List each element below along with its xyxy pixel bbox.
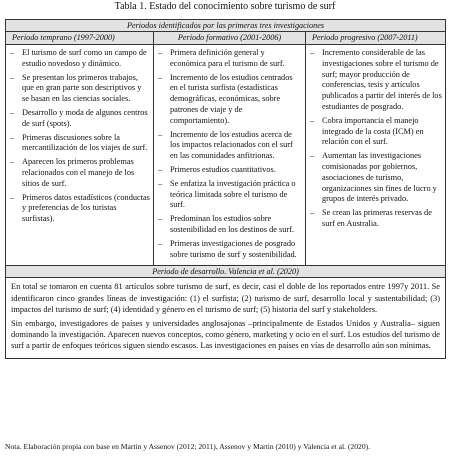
list-item: – Predominan los estudios sobre sostenibilidad en los destinos de surf. (158, 214, 294, 234)
list-item: – Primeras discusiones sobre la mercantilización de los viajes de surf. (10, 132, 148, 153)
period-column-early (6, 45, 154, 266)
table-note: Nota. Elaboración propia con base en Martin y Assenov (2012; 2011), Assenov y Martin (2010) y Valencia et al. (2020). (5, 442, 371, 451)
table-title: Tabla 1. Estado del conocimiento sobre turismo de surf (114, 1, 336, 12)
list-item: – Primeras investigaciones de posgrado sobre turismo de surf y sostenibilidad. (158, 238, 297, 259)
list-item: – Primeros datos estadísticos (conductas y preferencias de los turistas surfistas). (10, 192, 150, 224)
list-item: – El turismo de surf como un campo de estudio novedoso y dinámico. (10, 48, 147, 68)
period-label-early: Periodo temprano (1997-2000) (6, 32, 154, 45)
bullet: – (10, 132, 15, 142)
bullet: – (310, 208, 315, 218)
list-item: – Primera definición general y económica para el turismo de surf. (158, 48, 285, 68)
list-item: – Se enfatiza la investigación práctica o teórica limitada sobre el turismo de surf. (158, 178, 296, 210)
list-item: – Primeros estudios cuantitativos. (158, 164, 276, 174)
list-item: – Cobra importancia el manejo integrado de la costa (ICM) en relación con el surf. (310, 115, 424, 147)
bullet: – (158, 214, 163, 224)
bullet: – (10, 107, 15, 117)
period-label-progressive: Periodo progresivo (2007-2011) (306, 32, 446, 45)
bullet: – (310, 151, 315, 161)
bullet: – (158, 72, 163, 82)
bullet: – (310, 48, 315, 57)
summary-paragraph: En total se tomaron en cuenta 81 artículos sobre turismo de surf, es decir, casi el doble de los reportados entre 1997y 2011. Se identificaron cinco grandes líneas de investigación: (1) el surfista; (2) turismo de surf, desarrollo local y sustentabilidad; (3) impactos del turismo de surf; (4) identidad y género en el turismo de surf; (5) historia del surf y stakeholders. (11, 282, 440, 314)
bullet: – (10, 192, 15, 202)
list-item: – Se crean las primeras reservas de surf en Australia. (310, 208, 432, 228)
development-period-header: Periodo de desarrollo. Valencia et al. (2020) (6, 266, 446, 278)
bullet: – (158, 129, 163, 139)
list-item: – Incremento considerable de las investigaciones sobre el turismo de surf; mayor producción de conferencias, tesis y artículos publicados a partir del interés de los estudiantes de posgrado. (310, 48, 442, 111)
list-item: – Desarrollo y moda de algunos centros de surf (spots). (10, 107, 148, 128)
bullet: – (158, 48, 163, 57)
bullet: – (10, 48, 15, 57)
bullet: – (10, 157, 15, 167)
periods-header: Periodos identificados por las primeras tres investigaciones (6, 20, 446, 32)
list-item: – Incremento de los estudios acerca de los impactos relacionados con el surf en las comunidades anfitrionas. (158, 129, 293, 161)
bullet: – (158, 178, 163, 188)
development-summary (6, 278, 446, 358)
list-item: – Incremento de los estudios centrados en el turista surfista (estadísticas demográficas, económicas, sobre patrones de viaje y de comportamiento). (158, 72, 293, 125)
period-column-formative (154, 45, 306, 266)
bullet: – (10, 72, 15, 82)
period-label-formative: Periodo formativo (2001-2006) (154, 32, 306, 45)
period-column-progressive (306, 45, 446, 266)
bullet: – (158, 238, 163, 248)
list-item: – Aparecen los primeros problemas relacionados con el manejo de los sitios de surf. (10, 157, 135, 188)
bullet: – (158, 164, 163, 174)
summary-paragraph: Sin embargo, investigadores de países y universidades anglosajonas –principalmente de Estados Unidos y Australia– siguen dominando la investigación. Aparecen nuevos conceptos, como género, marketing y ocio en el surf. Los estudios del turismo de surf a partir de enfoques teóricos siguen siendo escasos. Las investigaciones en países en vías de desarrollo aún son mínimas. (11, 318, 440, 351)
knowledge-table (5, 19, 446, 359)
list-item: – Se presentan los primeros trabajos, que en gran parte son descriptivos y se basan en las ciencias sociales. (10, 72, 142, 104)
list-item: – Aumentan las investigaciones comisionadas por gobiernos, asociaciones de turismo, organizaciones sin fines de lucro y grupos de interés privado. (310, 151, 437, 204)
bullet: – (310, 115, 315, 125)
